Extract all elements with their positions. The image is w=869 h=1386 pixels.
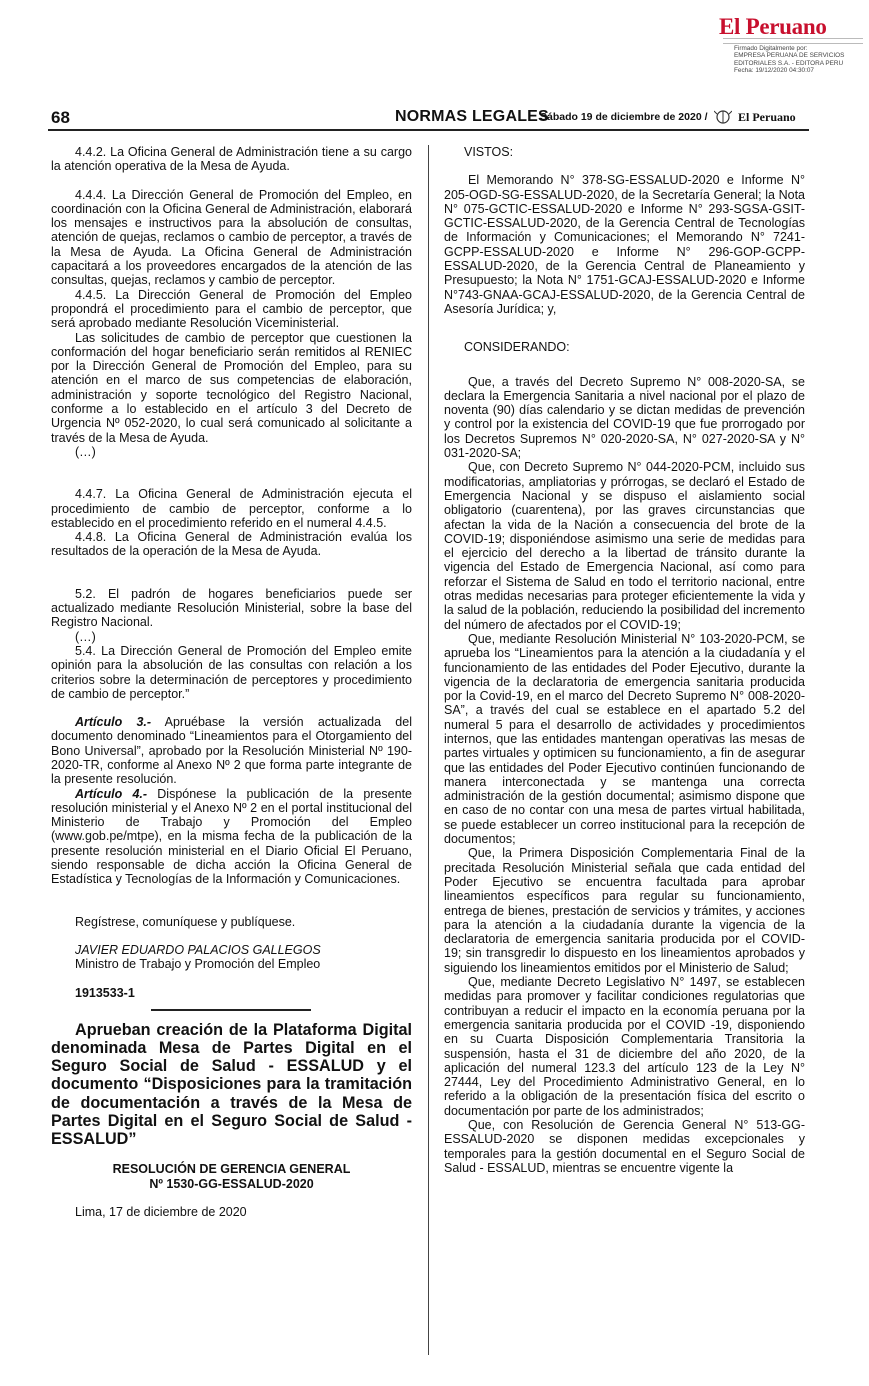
header-separator: /	[704, 111, 708, 123]
article-text: Apruébase la versión actualizada del documento denominado “Lineamientos para el Otorgamiento del Bono Universal”, aprobado por la Resolución Ministerial Nº 190-2020-TR, conforme al Anexo Nº 2 que forma parte integrante de la presente resolución.	[51, 715, 412, 787]
resolution-heading-line: Nº 1530-GG-ESSALUD-2020	[149, 1176, 314, 1191]
closing-formula: Regístrese, comuníquese y publíquese.	[75, 914, 296, 929]
left-column	[51, 145, 412, 1219]
paragraph: Que, a través del Decreto Supremo N° 008-2020-SA, se declara la Emergencia Sanitaria a nivel nacional por el plazo de noventa (90) días calendario y se dictan medidas de prevención y control por la existencia del COVID-19 que fue prorrogado por los Decretos Supremos N° 020-2020-SA, N° 027-2020-SA y N° 031-2020-SA;	[444, 374, 805, 461]
paragraph: 4.4.5. La Dirección General de Promoción del Empleo propondrá el procedimiento para el cambio de perceptor, que será aprobado mediante Resolución Viceministerial.	[51, 287, 412, 331]
paragraph: 5.4. La Dirección General de Promoción del Empleo emite opinión para la absolución de las consultas con relación a los criterios sobre la determinación de perceptores y procedimiento de cambio de perceptor.”	[51, 643, 412, 701]
header-rule	[48, 129, 809, 131]
paragraph: 4.4.4. La Dirección General de Promoción del Empleo, en coordinación con la Oficina General de Administración, elaborará los mensajes e instructivos para la absolución de consultas, atención de quejas, reclamos o cambio de perceptor, a través de la Mesa de Ayuda. La Oficina General de Administración capacitará a los proveedores encargados de la atención de las consultas, quejas, reclamos y cambio de perceptor.	[51, 187, 412, 288]
article-label: Artículo 3.-	[75, 715, 152, 730]
signer-name: JAVIER EDUARDO PALACIOS GALLEGOS	[75, 942, 321, 957]
header-date	[540, 111, 708, 123]
logo-tagline-bar	[723, 38, 863, 44]
article-3	[51, 715, 412, 786]
ellipsis: (…)	[75, 629, 96, 644]
paragraph: Las solicitudes de cambio de perceptor que cuestionen la conformación del hogar beneficiario serán remitidos al RENIEC por la Dirección General de Promoción del Empleo, para su atención en el marco de sus competencias de elaboración, administración y soporte tecnológico del Registro Nacional, conforme a lo establecido en el artículo 3 del Decreto de Urgencia Nº 052-2020, lo cual será comunicado al solicitante a través de la Mesa de Ayuda.	[51, 330, 412, 445]
logo-text: El Peruano	[719, 14, 827, 39]
document-code: 1913533-1	[75, 985, 135, 1000]
signature-line: Fecha: 19/12/2020 04:30:07	[734, 67, 814, 75]
paragraph: Que, con Decreto Supremo N° 044-2020-PCM, incluido sus modificatorias, ampliatorias y prórrogas, se declaró el Estado de Emergencia Nacional y se dispuso el aislamiento social obligatorio (cuarentena), por las graves circunstancias que afectan la vida de la Nación a consecuencia del brote de la COVID-19; disponiéndose asimismo una serie de medidas para el ejercicio del derecho a la libertad de tránsito durante la vigencia del Estado de Emergencia Nacional, así como para reforzar el Sistema de Salud en todo el territorio nacional, entre otras medidas necesarias para proteger eficientemente la vida y la salud de la población, reduciendo la posibilidad del incremento del número de afectados por el COVID-19;	[444, 460, 805, 632]
paragraph: Que, mediante Resolución Ministerial N° 103-2020-PCM, se aprueba los “Lineamientos para la atención a la ciudadanía y el funcionamiento de las entidades del Poder Ejecutivo, durante la vigencia de la declaratoria de emergencia sanitaria producida por la Covid-19, en el marco del Decreto Supremo N° 008-2020-SA”, a través del cual se establece en el apartado 5.2 del numeral 5 para el desarrollo de actividades y procedimientos internos, que las entidades mantengan operativas las mesas de partes virtuales y optimicen su funcionamiento, a fin de asegurar que las entidades del Poder Ejecutivo continúen funcionando de manera interconectada y se mantenga una correcta administración de la gestión documental; asimismo dispone que en caso de no contar con una mesa de partes virtual habilitada, se puede establecer un correo institucional para la recepción de documentos;	[444, 631, 805, 847]
page-header	[48, 106, 809, 130]
page-number: 68	[51, 108, 70, 127]
section-divider	[151, 1009, 311, 1011]
resolution-heading-line: RESOLUCIÓN DE GERENCIA GENERAL	[112, 1162, 351, 1177]
paragraph: Que, con Resolución de Gerencia General N° 513-GG-ESSALUD-2020 se disponen medidas excepcionales y temporales para la gestión documental en el Seguro Social de Salud - ESSALUD, mientras se encuentre vigente la	[444, 1118, 805, 1175]
resolution-title: Aprueban creación de la Plataforma Digital denominada Mesa de Partes Digital en el Seguro Social de Salud - ESSALUD y el documento “Disposiciones para la tramitación de documentación a través de la Mesa de Partes Digital en el Seguro Social de Salud - ESSALUD”	[51, 1020, 412, 1149]
digital-signature	[734, 45, 864, 75]
header-date-text: Sábado 19 de diciembre de 2020	[540, 111, 702, 123]
paragraph: 4.4.8. La Oficina General de Administración evalúa los resultados de la operación de la Mesa de Ayuda.	[51, 530, 412, 559]
paragraph: Que, la Primera Disposición Complementaria Final de la precitada Resolución Ministerial señala que cada entidad del Poder Ejecutivo se encuentra facultada para aprobar lineamientos específicos para regular su funcionamiento, entrega de bienes, prestación de servicios y trámites, y acciones para la atención a la ciudadanía durante la vigencia de la declaratoria de emergencia sanitaria producida por el COVID- 19; sin transgredir lo dispuesto en los lineamientos aprobados y siguiendo los lineamientos emitidos por el Ministerio de Salud;	[444, 846, 805, 975]
signer-title: Ministro de Trabajo y Promoción del Empleo	[75, 957, 321, 972]
article-4	[51, 787, 412, 887]
coat-of-arms-icon	[714, 108, 732, 126]
place-date: Lima, 17 de diciembre de 2020	[75, 1204, 247, 1219]
vistos-heading: VISTOS:	[464, 145, 514, 159]
signature-line: EDITORIALES S.A. - EDITORA PERU	[734, 59, 844, 67]
resolution-heading	[51, 1162, 412, 1191]
el-peruano-logo	[719, 14, 865, 40]
signature-line: EMPRESA PERUANA DE SERVICIOS	[734, 52, 845, 60]
right-column	[444, 145, 805, 1175]
considerando-heading: CONSIDERANDO:	[464, 340, 570, 355]
column-divider	[428, 145, 429, 1355]
header-brand: El Peruano	[738, 110, 796, 124]
paragraph: El Memorando N° 378-SG-ESSALUD-2020 e Informe N° 205-OGD-SG-ESSALUD-2020, de la Secretaría General; la Nota N° 075-GCTIC-ESSALUD-2020 e Informe N° 293-SGSA-GSIT-GCTIC-ESSALUD-2020, de la Gerencia Central de Tecnologías de Información y Comunicaciones; el Memorando N° 7241-GCPP-ESSALUD-2020 e Informe N° 296-GOP-GCPP-ESSALUD-2020, de la Gerencia Central de Planeamiento y Presupuesto; la Nota N° 1751-GCAJ-ESSALUD-2020 e Informe N°743-GNAA-GCAJ-ESSALUD-2020, de la Gerencia Central de Asesoría Jurídica; y,	[444, 173, 805, 316]
section-title: NORMAS LEGALES	[395, 108, 549, 125]
paragraph: 5.2. El padrón de hogares beneficiarios puede ser actualizado mediante Resolución Ministerial, sobre la base del Registro Nacional.	[51, 586, 412, 630]
paragraph: 4.4.7. La Oficina General de Administración ejecuta el procedimiento de cambio de perceptor, conforme a lo establecido en el procedimiento referido en el numeral 4.4.5.	[51, 487, 412, 530]
article-label: Artículo 4.-	[75, 786, 148, 801]
paragraph: 4.4.2. La Oficina General de Administración tiene a su cargo la atención operativa de la Mesa de Ayuda.	[51, 145, 412, 174]
article-text: Dispónese la publicación de la presente resolución ministerial y el Anexo Nº 2 en el portal institucional del Ministerio de Trabajo y Promoción del Empleo (www.gob.pe/mtpe), en la misma fecha de la publicación de la presente resolución ministerial en el Diario Oficial El Peruano, siendo responsable de dicha acción la Oficina General de Estadística y Tecnologías de la Información y Comunicaciones.	[51, 786, 412, 887]
paragraph: Que, mediante Decreto Legislativo N° 1497, se establecen medidas para promover y facilitar condiciones regulatorias que contribuyan a reducir el impacto en la economía peruana por la emergencia sanitaria producida por el COVID -19, disponiendo en su Cuarta Disposición Complementaria Transitoria la suspensión, hasta el 31 de diciembre del año 2020, de la aplicación del numeral 123.3 del artículo 123 de la Ley N° 27444, Ley del Procedimiento Administrativo General, en lo referido a la obligación de la presentación física del escrito o documentación por parte de los administrados;	[444, 975, 805, 1118]
signature-line: Firmado Digitalmente por:	[734, 45, 808, 52]
ellipsis: (…)	[75, 444, 96, 459]
